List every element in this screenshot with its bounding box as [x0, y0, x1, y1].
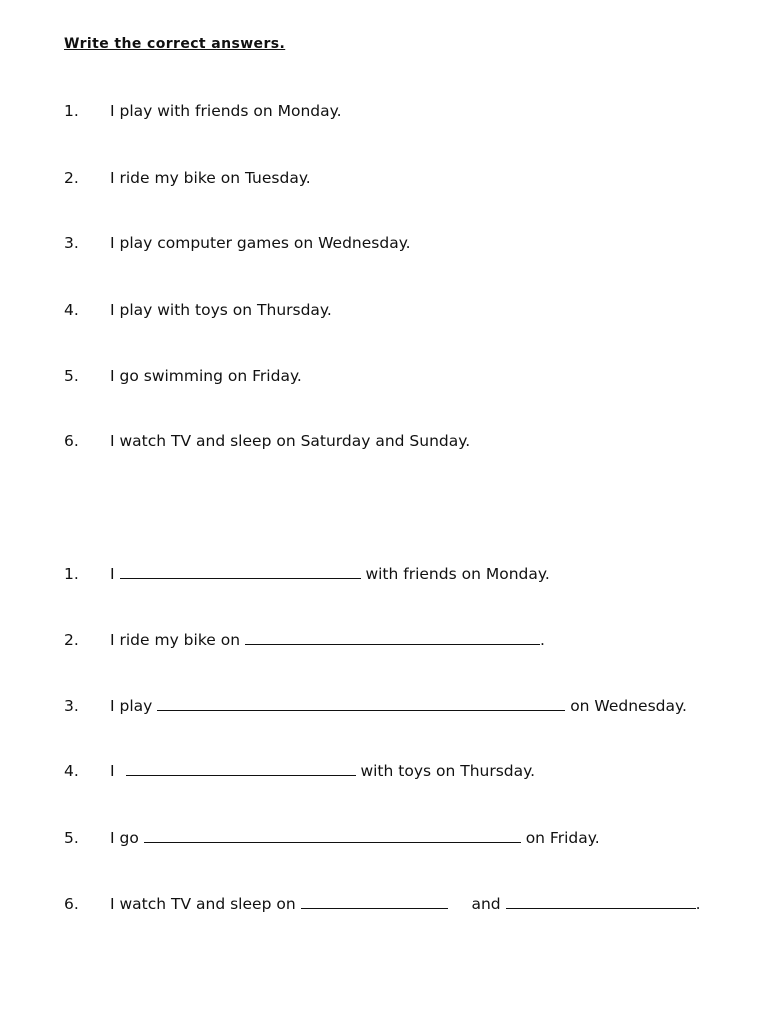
exercise-before-text: I — [110, 565, 115, 583]
exercise-after-text: on Friday. — [525, 829, 600, 847]
exercise-number: 1. — [64, 565, 79, 583]
answer-blank[interactable] — [301, 893, 448, 909]
sentence-number: 6. — [64, 432, 79, 450]
sentence-text: I play computer games on Wednesday. — [110, 234, 411, 252]
exercise-number: 6. — [64, 895, 79, 913]
sentence-text: I ride my bike on Tuesday. — [110, 169, 311, 187]
exercise-text — [110, 893, 701, 915]
exercise-after-text: . — [695, 895, 701, 913]
exercise-middle-text: and — [471, 895, 501, 913]
sentence-number: 5. — [64, 367, 79, 385]
sentence-number: 4. — [64, 301, 79, 319]
exercise-text — [110, 629, 545, 651]
worksheet-heading: Write the correct answers. — [64, 36, 286, 52]
sentence-text: I watch TV and sleep on Saturday and Sunday. — [110, 432, 471, 450]
answer-blank[interactable] — [245, 629, 540, 645]
exercise-after-text: . — [539, 631, 545, 649]
exercise-text — [110, 827, 600, 849]
answer-blank[interactable] — [144, 827, 521, 843]
exercise-number: 2. — [64, 631, 79, 649]
exercise-text — [110, 760, 535, 782]
exercise-before-text: I go — [110, 829, 139, 847]
answer-blank[interactable] — [157, 695, 565, 711]
sentence-number: 1. — [64, 102, 79, 120]
exercise-before-text: I watch TV and sleep on — [110, 895, 296, 913]
exercise-after-text: with friends on Monday. — [365, 565, 550, 583]
sentence-number: 3. — [64, 234, 79, 252]
exercise-after-text: on Wednesday. — [570, 697, 687, 715]
sentence-text: I play with toys on Thursday. — [110, 301, 332, 319]
exercise-before-text: I play — [110, 697, 153, 715]
exercise-before-text: I ride my bike on — [110, 631, 241, 649]
exercise-before-text: I — [110, 762, 115, 780]
answer-blank[interactable] — [126, 760, 356, 776]
sentence-text: I play with friends on Monday. — [110, 102, 342, 120]
exercise-number: 4. — [64, 762, 79, 780]
exercise-text — [110, 695, 687, 717]
answer-blank[interactable] — [506, 893, 696, 909]
exercise-number: 5. — [64, 829, 79, 847]
exercise-after-text: with toys on Thursday. — [360, 762, 536, 780]
sentence-number: 2. — [64, 169, 79, 187]
exercise-number: 3. — [64, 697, 79, 715]
sentence-text: I go swimming on Friday. — [110, 367, 302, 385]
answer-blank[interactable] — [120, 563, 361, 579]
exercise-text — [110, 563, 550, 585]
